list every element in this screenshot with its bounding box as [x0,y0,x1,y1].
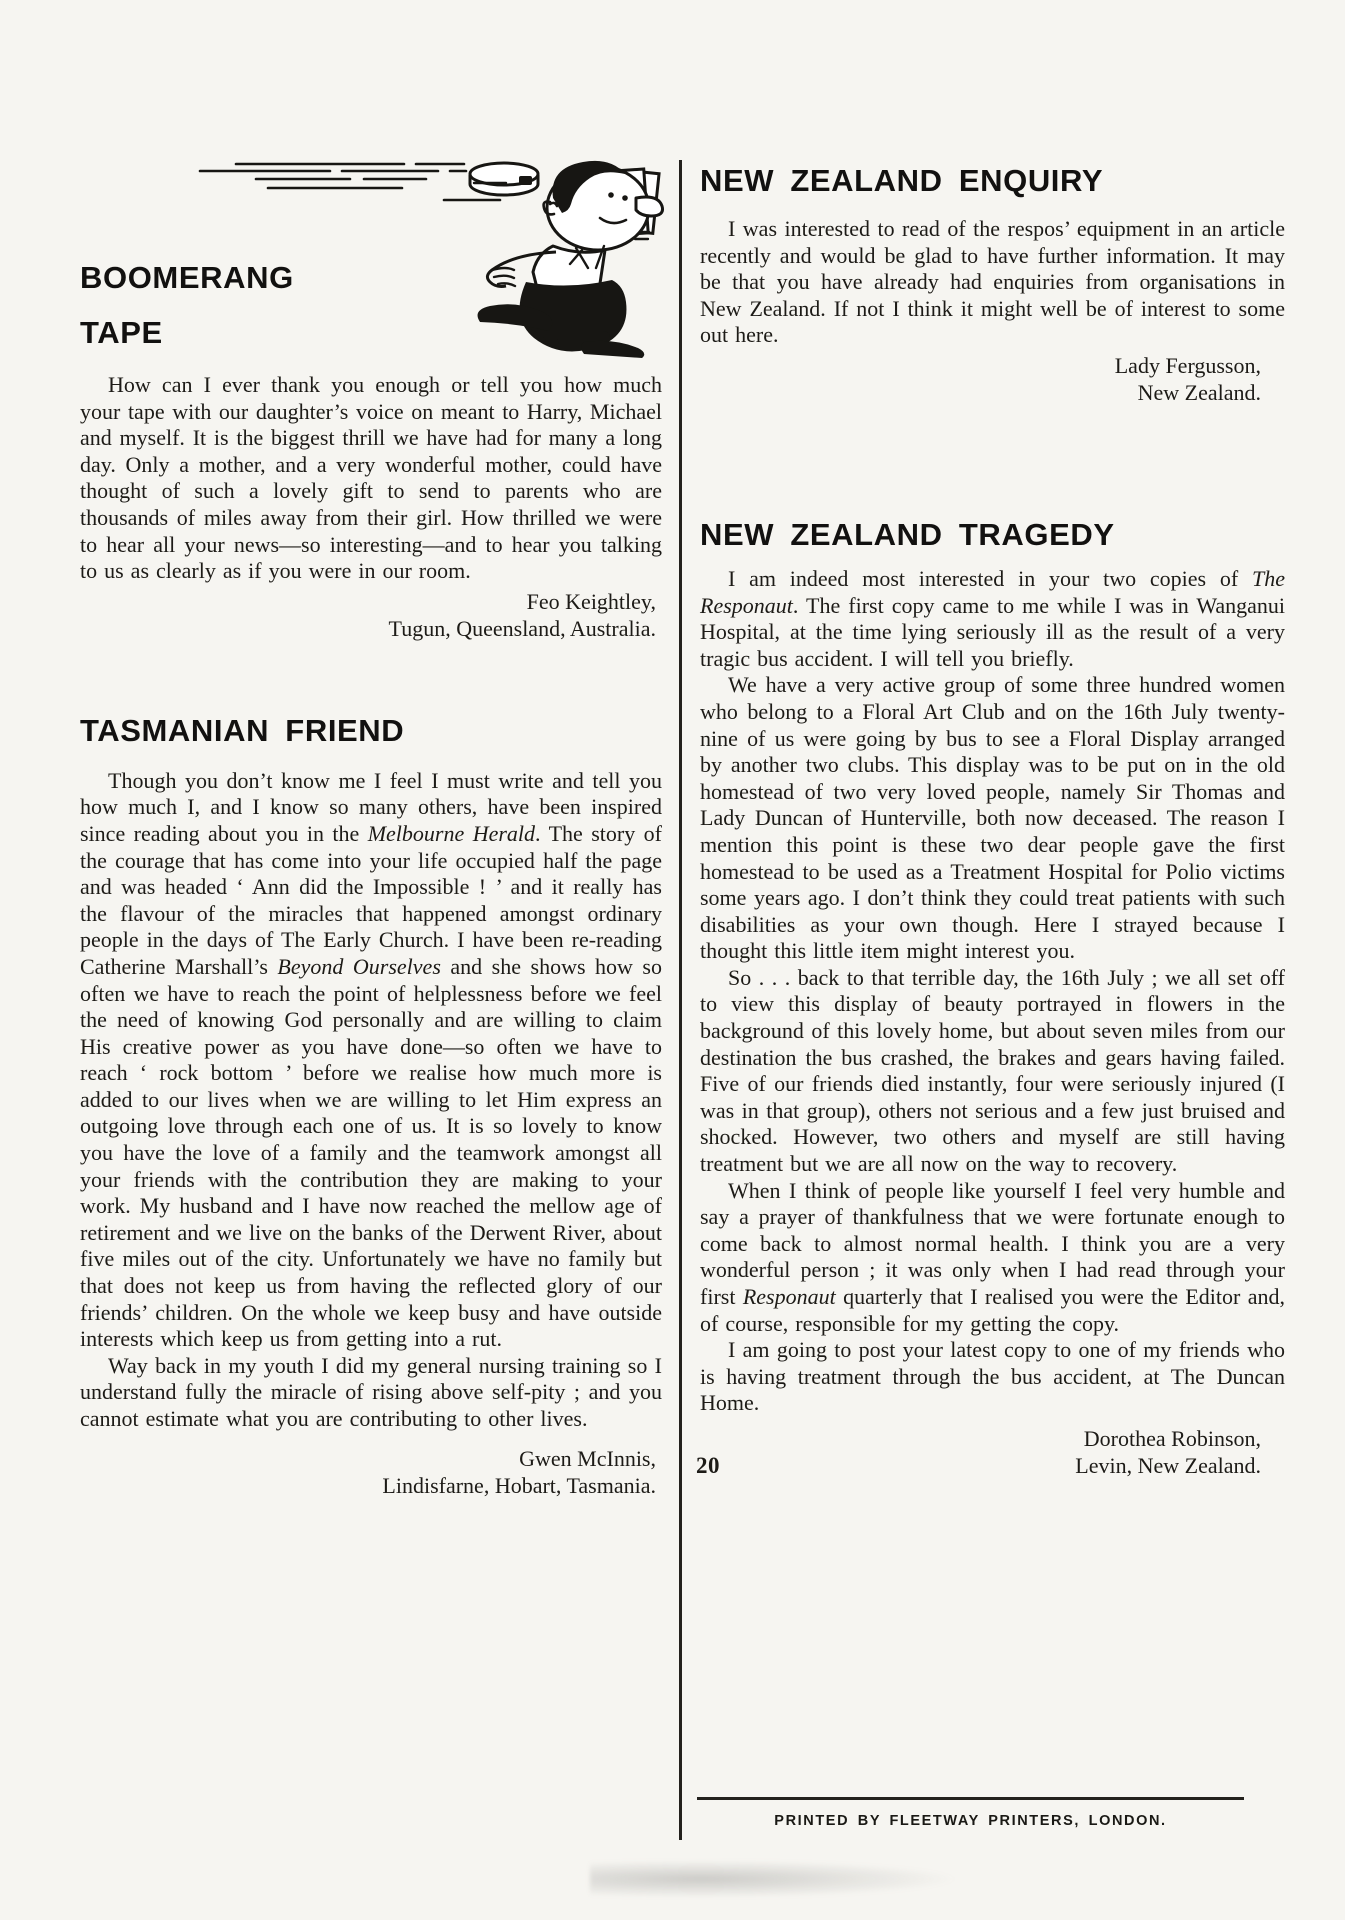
letter-paragraph: Way back in my youth I did my general nursing training so I understand fully the miracle of rising above self-pity ; and you cannot estimate what you are contributing to other lives. [80,1352,662,1431]
letter-signature [80,588,662,642]
letter-signature [700,352,1285,406]
signature-name: Gwen McInnis, [519,1445,656,1471]
right-column [696,0,1285,1479]
letter-paragraph: When I think of people like yourself I feel very humble and say a prayer of thankfulness that we were fortunate enough to come back to almost normal health. I think you are a very wonderful person ; it was only when I had read through your first Responaut quarterly that I realised you were the Editor and, of course, responsible for my getting the copy. [700,1177,1285,1336]
letter-paragraph: I was interested to read of the respos’ equipment in an article recently and would be glad to have further information. It may be that you have already had enquiries from organisations in New Zealand. If not I think it might well be of interest to some out here. [700,216,1285,348]
article-heading-boomerang-tape [80,250,662,360]
letter-signature [80,1445,662,1499]
letter-paragraph: How can I ever thank you enough or tell you how much your tape with our daughter’s voice on meant to Harry, Michael and myself. It is the biggest thrill we have had for many a long day. Only a mother, and a very wonderful mother, could have thought of such a lovely gift to send to parents who are thousands of miles away from their girl. How thrilled we were to hear all your news—so interesting—and to hear you talking to us as clearly as if you were in our room. [80,372,662,584]
column-divider-rule [679,160,682,1840]
page-number: 20 [696,1452,720,1478]
letter-paragraph: Though you don’t know me I feel I must write and tell you how much I, and I know so many others, have been inspired since reading about you in the Melbourne Herald. The story of the courage that has come into your life occupied half the page and was headed ‘ Ann did the Impossible ! ’ and it really has the flavour of the miracles that happened amongst ordinary people in the days of The Early Church. I have been re-reading Catherine Marshall’s Beyond Ourselves and she shows how so often we have to reach the point of helplessness before we feel the need of knowing God personally and are willing to claim His creative power as you have done—so often we have to reach ‘ rock bottom ’ before we realise how much more is added to our lives when we are willing to let Him express an outgoing love through each one of us. It is so lovely to know you have the love of a family and the teamwork amongst all your friends with the contribution they are making to your work. My husband and I have now reached the mellow age of retirement and we live on the banks of the Derwent River, about five miles out of the city. Unfortunately we have no family but that does not keep us from having the reflected glory of our friends’ children. On the whole we keep busy and have outside interests which keep us from getting into a rut. [80,767,662,1352]
heading-line: TAPE [80,315,163,350]
letter-paragraph: I am indeed most interested in your two copies of The Responaut. The first copy came to me while I was in Wanganui Hospital, at the time lying seriously ill as the result of a very tragic bus accident. I will tell you briefly. [700,565,1285,671]
article-heading-new-zealand-tragedy: NEW ZEALAND TRAGEDY [700,516,1115,552]
article-heading-tasmanian-friend: TASMANIAN FRIEND [80,712,405,748]
signature-name: Dorothea Robinson, [1083,1425,1261,1451]
signature-name: Feo Keightley, [526,588,656,614]
signature-place: Lindisfarne, Hobart, Tasmania. [382,1472,656,1498]
left-column [80,0,662,1499]
letter-signature [696,1425,1285,1479]
signature-place: New Zealand. [1137,379,1261,405]
signature-place: Tugun, Queensland, Australia. [388,615,656,641]
footer-rule [697,1797,1244,1800]
letter-paragraph: So . . . back to that terrible day, the 16th July ; we all set off to view this display of beauty portrayed in flowers in the background of this lovely home, but about seven miles from our destination the bus crashed, the brakes and gears having failed. Five of our friends died instantly, four were seriously injured (I was in that group), others not serious and a few just bruised and shocked. However, two others and myself are still having treatment but we are all now on the way to recovery. [700,964,1285,1177]
scan-smudge [590,1860,960,1898]
letter-paragraph: I am going to post your latest copy to one of my friends who is having treatment through the bus accident, at The Duncan Home. [700,1337,1285,1416]
signature-name: Lady Fergusson, [1114,352,1261,378]
signature-place: Levin, New Zealand. [1075,1452,1261,1478]
letter-paragraph: We have a very active group of some three hundred women who belong to a Floral Art Club and on the 16th July twenty-nine of us were going by bus to see a Floral Display arranged by another two clubs. This display was to be put on in the old homestead of two very loved people, namely Sir Thomas and Lady Duncan of Hunterville, both now deceased. The reason I mention this point is these two dear people gave the first homestead to be used as a Treatment Hospital for Polio victims some years ago. I don’t think they could treat patients with such disabilities as your own though. Here I strayed because I thought this little item might interest you. [700,672,1285,964]
article-heading-new-zealand-enquiry: NEW ZEALAND ENQUIRY [700,163,1104,198]
printer-imprint: PRINTED BY FLEETWAY PRINTERS, LONDON. [774,1813,1167,1829]
heading-line: BOOMERANG [80,260,294,295]
